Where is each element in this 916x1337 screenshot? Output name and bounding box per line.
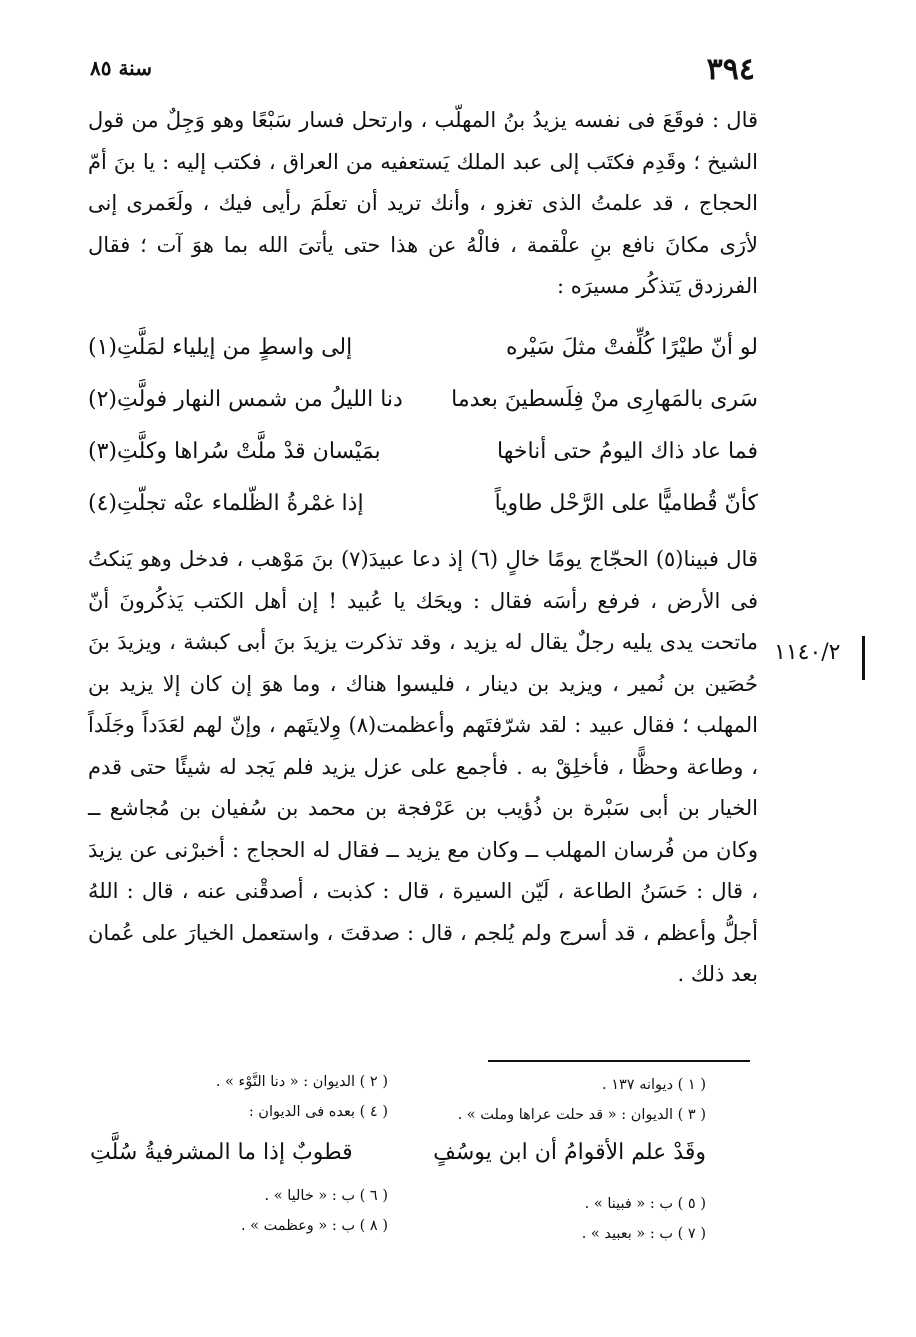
year-heading: سنة ٨٥ [90, 56, 152, 80]
margin-reference-number: ١١٤٠/٢ [774, 640, 841, 665]
footnote-6: ( ٦ ) ب : « خاليا » . [264, 1188, 388, 1204]
verse-line [88, 379, 758, 431]
footnote-verse-second-hemistich: قطوبٌ إذا ما المشرفيةُ سُلَّتِ [90, 1140, 353, 1165]
paragraph-1: قال : فوقَعَ فى نفسه يزيدُ بنُ المهلّب ، وارتحل فسار سَبْعًا وهو وَجِلٌ من قول الشيخ ؛ وقَدِم فكتَب إلى عبد الملك يَستعفيه من العراق ، فكتب إليه : يا بنَ أمّ الحجاج ، قد علمتُ الذى تغزو ، وأنك تريد أن تعلَمَ رأيى فيك ، ولَعَمرى إنى لأرَى مكانَ نافع بنِ علْقمة ، فالْهُ عن هذا حتى يأتىَ الله بما هوَ آت ؛ فقال الفرزدق يَتذكُر مسيرَه : [88, 108, 758, 298]
footnote-8: ( ٨ ) ب : « وعظمت » . [240, 1218, 388, 1234]
verse-first-hemistich: كأنّ قُطاميًّا على الرَّحْل طاوياً [494, 491, 758, 516]
page-number: ٣٩٤ [706, 52, 755, 87]
poem [88, 327, 758, 535]
verse-second-hemistich: إذا غمْرةُ الظّلماء عنْه تجلّتِ(٤) [88, 491, 364, 516]
margin-reference [774, 636, 884, 680]
verse-line [88, 327, 758, 379]
verse-first-hemistich: سَرى بالمَهارِى منْ فِلَسطينَ بعدما [451, 387, 758, 412]
paragraph-2: قال فبينا(٥) الحجّاج يومًا خالٍ (٦) إذ دعا عبيدَ(٧) بنَ مَوْهب ، فدخل وهو يَنكتُ فى الأرض ، فرفع رأسَه فقال : ويحَك يا عُبيد ! إن أهل الكتب يَذكُرونَ أنّ ماتحت يدى يليه رجلٌ يقال له يزيد ، وقد تذكرت يزيدَ بنَ أبى كبشة ، ويزيدَ بنَ حُصَين بن نُمير ، ويزيد بن دينار ، فليسوا هناك ، وما هوَ إن كان إلا يزيد بن المهلب ؛ فقال عبيد : لقد شرّفتَهم وأعظمت(٨) وِلايتَهم ، وإنّ لهم لعَدَداً وجَلَداً ، وطاعة وحظًّا ، فأخلِقْ به . فأجمع على عزل يزيد فلم يَجد له شيئًا حتى قدم الخيار بن أبى سَبْرة بن ذُؤيب بن عَرْفجة بن محمد بن سُفيان بن مُجاشع ــ وكان من فُرسان المهلب ــ وكان مع يزيد ــ فقال له الحجاج : أخبرْنى عن يزيدَ ، قال : حَسَنُ الطاعة ، لَيّن السيرة ، قال : كذبت ، أصدقْنى عنه ، قال : اللهُ أجلُّ وأعظم ، قد أسرج ولم يُلجم ، قال : صدقتَ ، واستعمل الخيارَ على عُمان بعد ذلك . [88, 547, 759, 986]
verse-line [88, 431, 758, 483]
margin-bar [862, 636, 865, 680]
footnote-4: ( ٤ ) بعده فى الديوان : [248, 1104, 388, 1120]
footnote-7: ( ٧ ) ب : « بعبيد » . [581, 1226, 706, 1242]
verse-second-hemistich: دنا الليلُ من شمس النهار فولَّتِ(٢) [88, 387, 403, 412]
verse-line [88, 483, 758, 535]
footnote-2: ( ٢ ) الديوان : « دنا النَّوْء » . [215, 1074, 388, 1090]
footnote-5: ( ٥ ) ب : « فبينا » . [584, 1196, 706, 1212]
footnote-3: ( ٣ ) الديوان : « قد حلت عراها وملت » . [457, 1107, 706, 1123]
verse-second-hemistich: إلى واسطٍ من إيلياء لمَلَّتِ(١) [88, 335, 353, 360]
footnote-1: ( ١ ) ديوانه ١٣٧ . [602, 1077, 706, 1093]
footnote-divider [488, 1060, 750, 1062]
verse-first-hemistich: لو أنّ طيْرًا كُلِّفتْ مثلَ سَيْره [505, 335, 758, 360]
verse-second-hemistich: بمَيْسان قدْ ملَّتْ سُراها وكلَّتِ(٣) [88, 439, 381, 464]
verse-first-hemistich: فما عاد ذاك اليومُ حتى أناخها [497, 439, 758, 464]
running-header [90, 52, 755, 92]
footnote-verse-first-hemistich: وقَدْ علم الأقوامُ أن ابن يوسُفٍ [433, 1140, 706, 1165]
